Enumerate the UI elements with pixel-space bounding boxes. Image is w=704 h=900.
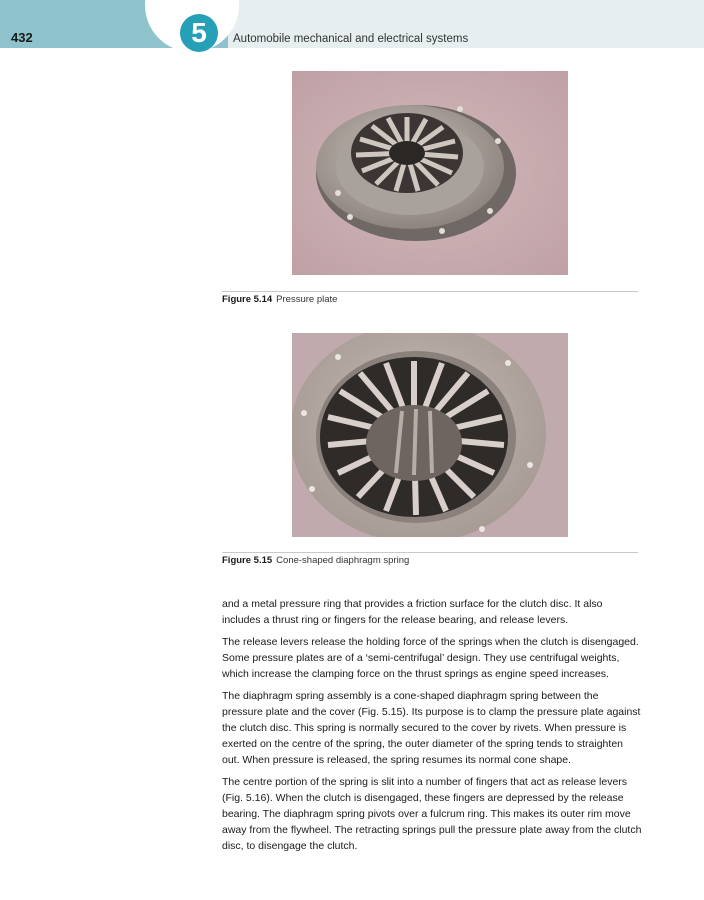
figure-5-15-image (292, 333, 568, 537)
caption-rule (222, 552, 638, 553)
figure-caption (222, 555, 409, 566)
paragraph: The diaphragm spring assembly is a cone-shaped diaphragm spring between the pressure plate and the cover (Fig. 5.15). Its purpose is to clamp the pressure plate against the clutch disc. This spring is normally secured to the cover by rivets. When pressure is exerted on the centre of the spring, the outer diameter of the spring tends to straighten out. When pressure is released, the spring resumes its normal cone shape. (222, 690, 641, 766)
chapter-badge: 5 (180, 14, 218, 52)
paragraph: The centre portion of the spring is slit into a number of fingers that act as release levers (Fig. 5.16). When the clutch is disengaged, these fingers are depressed by the release bearing. The diaphragm spring pivots over a fulcrum ring. This makes its outer rim move away from the flywheel. The retracting springs pull the pressure plate away from the clutch disc, to disengage the clutch. (222, 776, 642, 852)
body-text (222, 596, 642, 860)
figure-label: Figure 5.15 (222, 555, 273, 566)
figure-5-14-image (292, 71, 568, 275)
figure-caption-text: Pressure plate (276, 294, 338, 305)
page-number: 432 (11, 30, 33, 45)
figure-label: Figure 5.14 (222, 294, 273, 305)
figure-caption (222, 294, 337, 305)
paragraph: and a metal pressure ring that provides a friction surface for the clutch disc. It also includes a thrust ring or fingers for the release bearing, and release levers. (222, 598, 603, 626)
caption-rule (222, 291, 638, 292)
running-title: Automobile mechanical and electrical systems (233, 33, 469, 45)
paragraph: The release levers release the holding force of the springs when the clutch is disengaged. Some pressure plates are of a ‘semi-centrifugal’ design. They use centrifugal weights, which increase the clamping force on the thrust springs as engine speed increases. (222, 636, 639, 680)
figure-caption-text: Cone-shaped diaphragm spring (276, 555, 410, 566)
